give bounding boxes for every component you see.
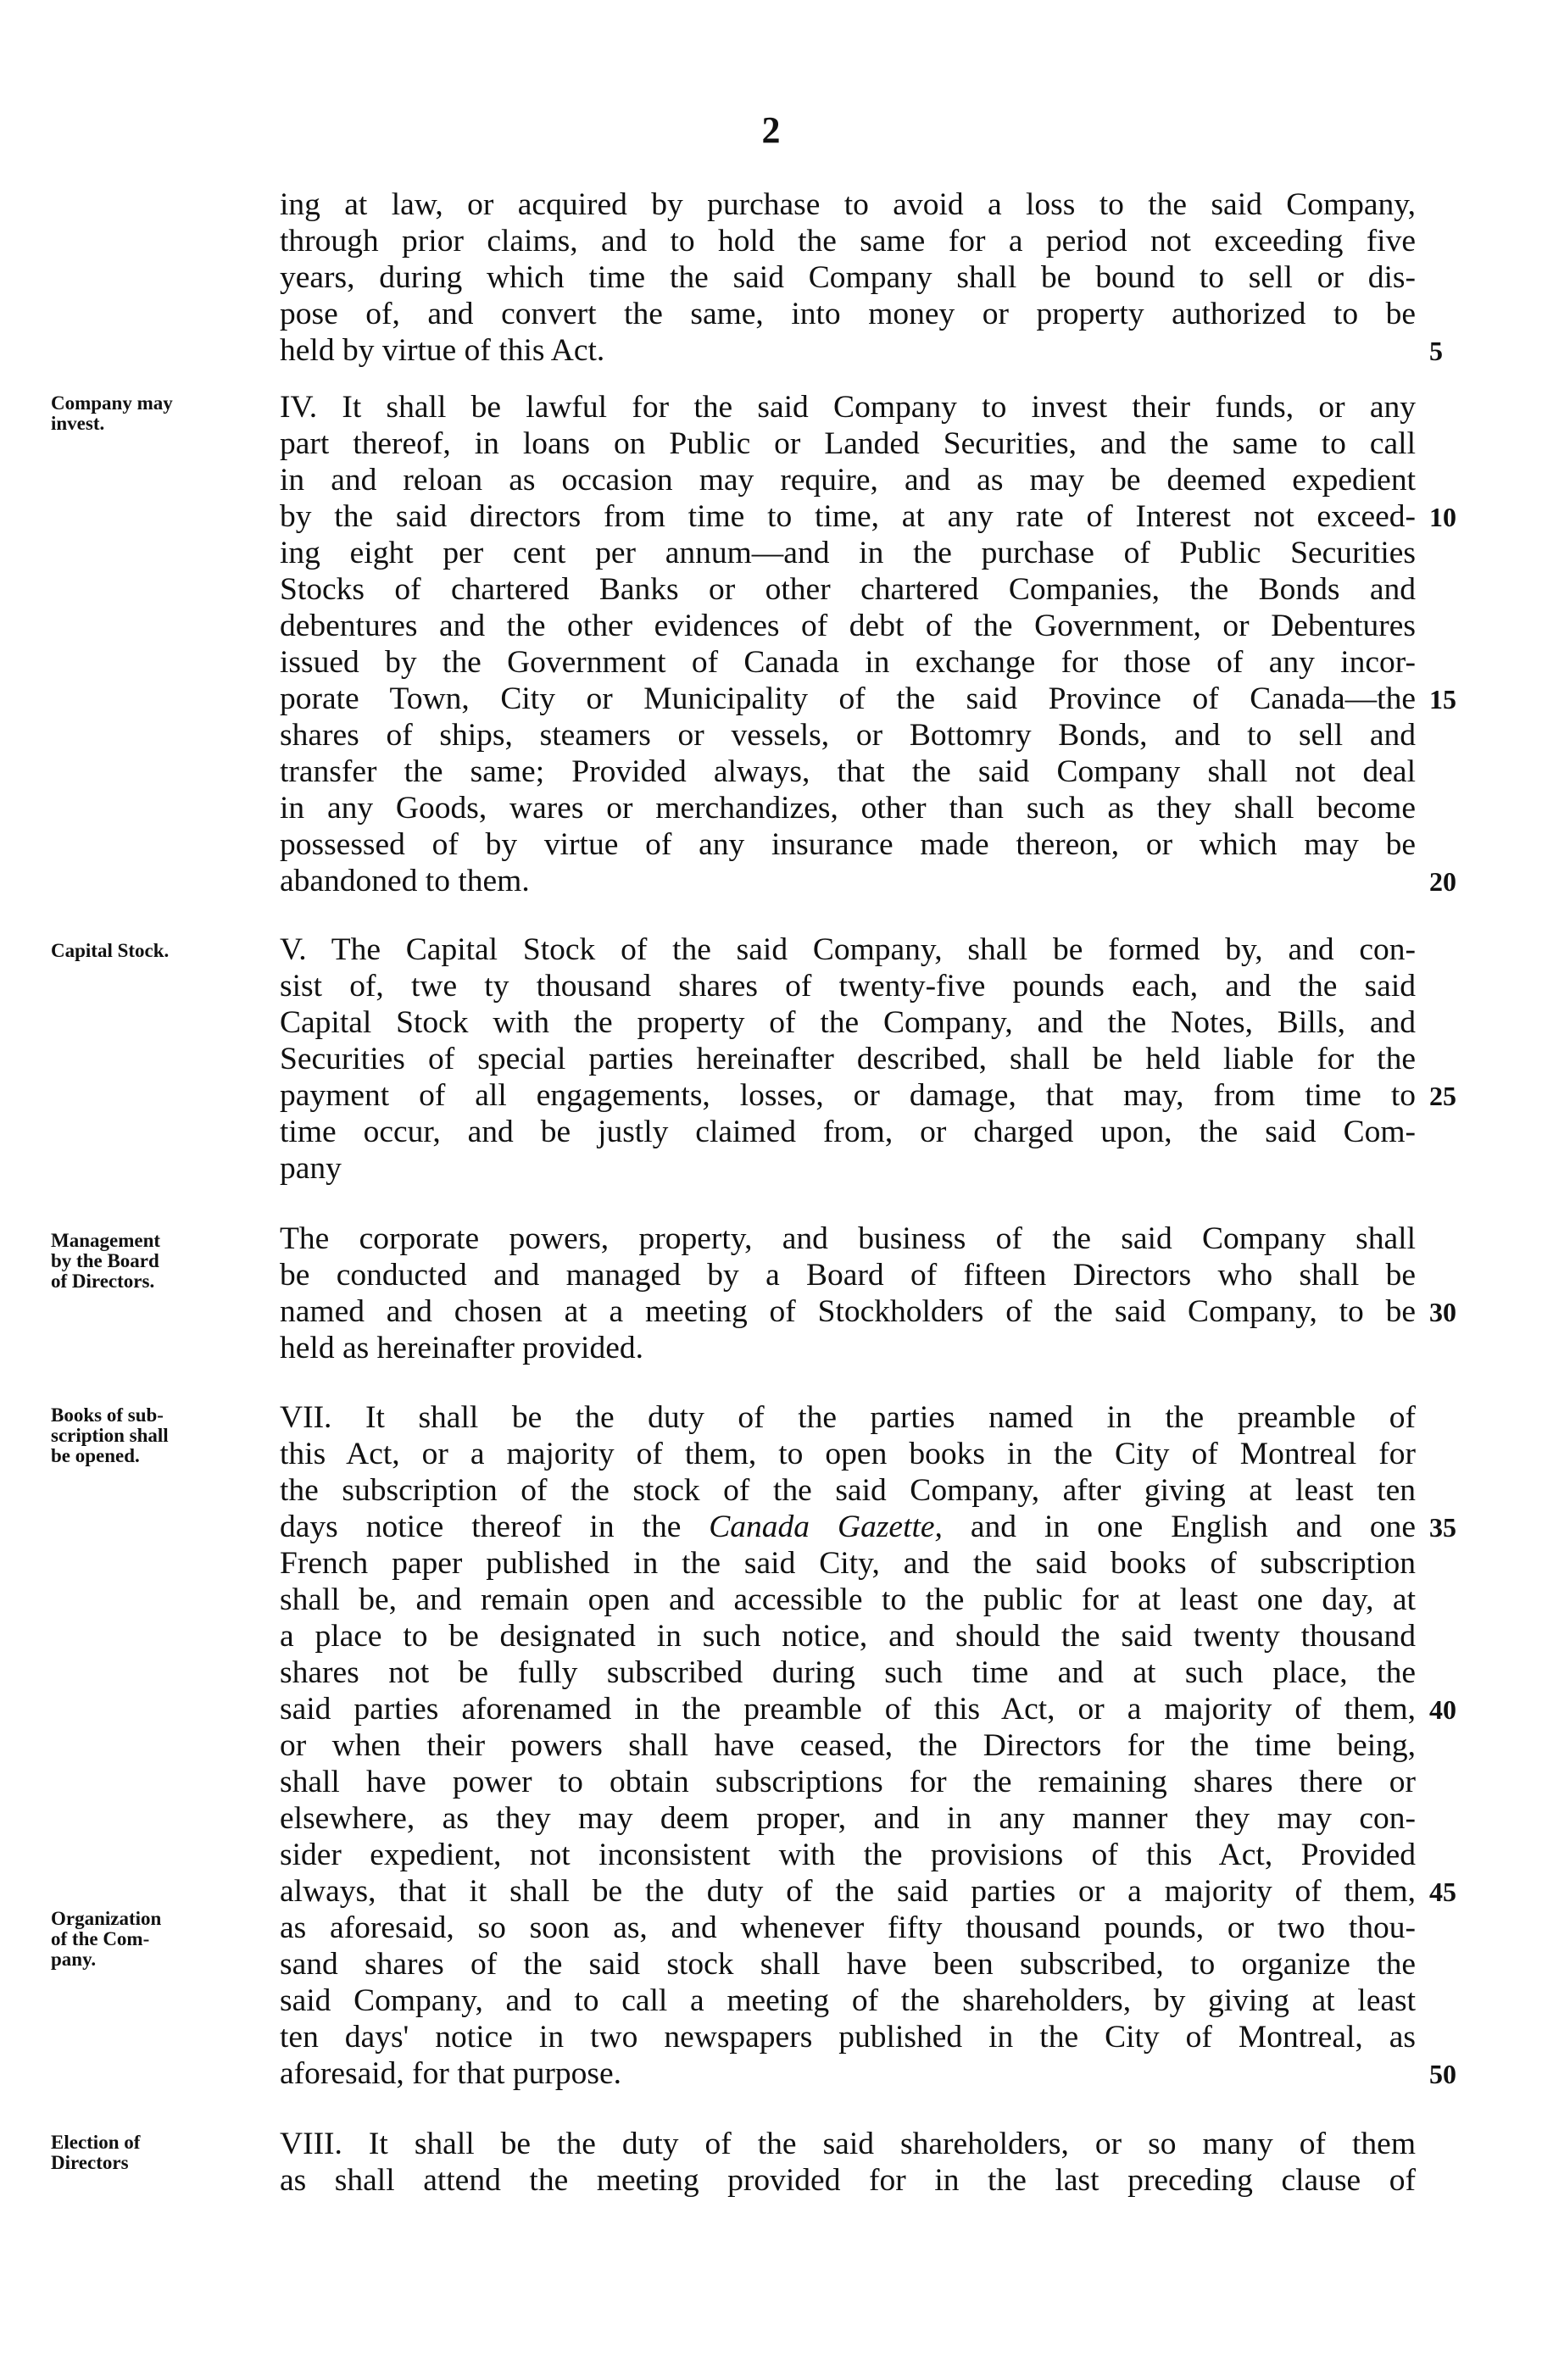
text-line: shall be, and remain open and accessible to the public for at least one day, at <box>280 1582 1416 1617</box>
text-line: French paper published in the said City, and the said books of subscription <box>280 1546 1416 1581</box>
text-line: years, during which time the said Company shall be bound to sell or dis- <box>280 260 1416 295</box>
line-number: 40 <box>1429 1694 1456 1725</box>
text-line: pany <box>280 1151 342 1186</box>
line-number: 20 <box>1429 866 1456 897</box>
text-line: shall have power to obtain subscriptions for the remaining shares there or <box>280 1765 1416 1799</box>
marginal-note: Company may invest. <box>51 392 173 434</box>
text-line: debentures and the other evidences of debt of the Government, or Debentures <box>280 609 1416 643</box>
text-line: said Company, and to call a meeting of the shareholders, by giving at least <box>280 1983 1416 2018</box>
text-line: by the said directors from time to time, at any rate of Interest not exceed- <box>280 499 1416 534</box>
text-line: VIII. It shall be the duty of the said shareholders, or so many of them <box>280 2127 1416 2161</box>
marginal-note: Election of Directors <box>51 2132 141 2173</box>
line-number: 25 <box>1429 1081 1456 1111</box>
line-number: 35 <box>1429 1512 1456 1543</box>
line-number: 30 <box>1429 1297 1456 1327</box>
text-line: always, that it shall be the duty of the said parties or a majority of them, <box>280 1874 1416 1909</box>
text-line: payment of all engagements, losses, or damage, that may, from time to <box>280 1078 1416 1113</box>
text-line: ing at law, or acquired by purchase to avoid a loss to the said Company, <box>280 187 1416 222</box>
text-line: transfer the same; Provided always, that the said Company shall not deal <box>280 754 1416 789</box>
text-line: ten days' notice in two newspapers published in the City of Montreal, as <box>280 2020 1416 2055</box>
text-line: as shall attend the meeting provided for in the last preceding clause of <box>280 2163 1416 2198</box>
newspaper-title: Canada Gazette, <box>709 1510 943 1544</box>
text-line: VII. It shall be the duty of the parties named in the preamble of <box>280 1400 1416 1435</box>
text-line: or when their powers shall have ceased, the Directors for the time being, <box>280 1728 1416 1763</box>
text-line: V. The Capital Stock of the said Company, shall be formed by, and con- <box>280 932 1416 967</box>
marginal-note: Capital Stock. <box>51 940 170 961</box>
text-line: a place to be designated in such notice, and should the said twenty thousand <box>280 1619 1416 1654</box>
text-line: sider expedient, not inconsistent with the provisions of this Act, Provided <box>280 1838 1416 1872</box>
line-number: 5 <box>1429 336 1443 366</box>
text-line: sand shares of the said stock shall have been subscribed, to organize the <box>280 1947 1416 1982</box>
text-line: aforesaid, for that purpose. <box>280 2056 621 2091</box>
text-line: IV. It shall be lawful for the said Company to invest their funds, or any <box>280 390 1416 425</box>
text-line: Stocks of chartered Banks or other chartered Companies, the Bonds and <box>280 572 1416 607</box>
line-number: 15 <box>1429 684 1456 715</box>
text-line: abandoned to them. <box>280 864 530 898</box>
text-line: sist of, twe ty thousand shares of twenty-five pounds each, and the said <box>280 969 1416 1004</box>
text-line: Securities of special parties hereinafter described, shall be held liable for the <box>280 1042 1416 1076</box>
page-number: 2 <box>761 109 781 151</box>
text-line: held as hereinafter provided. <box>280 1331 643 1365</box>
text-line: this Act, or a majority of them, to open books in the City of Montreal for <box>280 1437 1416 1471</box>
text-line: possessed of by virtue of any insurance made thereon, or which may be <box>280 827 1416 862</box>
text-line: ing eight per cent per annum—and in the purchase of Public Securities <box>280 536 1416 570</box>
text-line: in any Goods, wares or merchandizes, other than such as they shall become <box>280 791 1416 826</box>
text-line: elsewhere, as they may deem proper, and in any manner they may con- <box>280 1801 1416 1836</box>
text-line: as aforesaid, so soon as, and whenever fifty thousand pounds, or two thou- <box>280 1910 1416 1945</box>
marginal-note: Books of sub- scription shall be opened. <box>51 1404 169 1466</box>
marginal-note: Management by the Board of Directors. <box>51 1230 161 1292</box>
text-line: The corporate powers, property, and business of the said Company shall <box>280 1221 1416 1256</box>
text-line: named and chosen at a meeting of Stockholders of the said Company, to be <box>280 1294 1416 1329</box>
text-line: be conducted and managed by a Board of fifteen Directors who shall be <box>280 1258 1416 1293</box>
text-line: the subscription of the stock of the said Company, after giving at least ten <box>280 1473 1416 1508</box>
marginal-note: Organization of the Com- pany. <box>51 1908 162 1970</box>
text-segment: days notice thereof in the <box>280 1510 710 1544</box>
text-line: porate Town, City or Municipality of the said Province of Canada—the <box>280 681 1416 716</box>
text-line: shares of ships, steamers or vessels, or Bottomry Bonds, and to sell and <box>280 718 1416 753</box>
text-line: held by virtue of this Act. <box>280 333 605 368</box>
line-number: 10 <box>1429 502 1456 532</box>
text-line: shares not be fully subscribed during such time and at such place, the <box>280 1655 1416 1690</box>
text-line: through prior claims, and to hold the same for a period not exceeding five <box>280 224 1416 259</box>
line-number: 45 <box>1429 1877 1456 1907</box>
text-segment: and in one English and one <box>942 1510 1416 1544</box>
text-line: Capital Stock with the property of the Company, and the Notes, Bills, and <box>280 1005 1416 1040</box>
text-line: part thereof, in loans on Public or Landed Securities, and the same to call <box>280 426 1416 461</box>
text-line: time occur, and be justly claimed from, or charged upon, the said Com- <box>280 1115 1416 1149</box>
text-line: said parties aforenamed in the preamble of this Act, or a majority of them, <box>280 1692 1416 1727</box>
text-line: pose of, and convert the same, into money or property authorized to be <box>280 297 1416 331</box>
text-line: in and reloan as occasion may require, and as may be deemed expedient <box>280 463 1416 498</box>
line-number: 50 <box>1429 2059 1456 2089</box>
text-line: issued by the Government of Canada in exchange for those of any incor- <box>280 645 1416 680</box>
